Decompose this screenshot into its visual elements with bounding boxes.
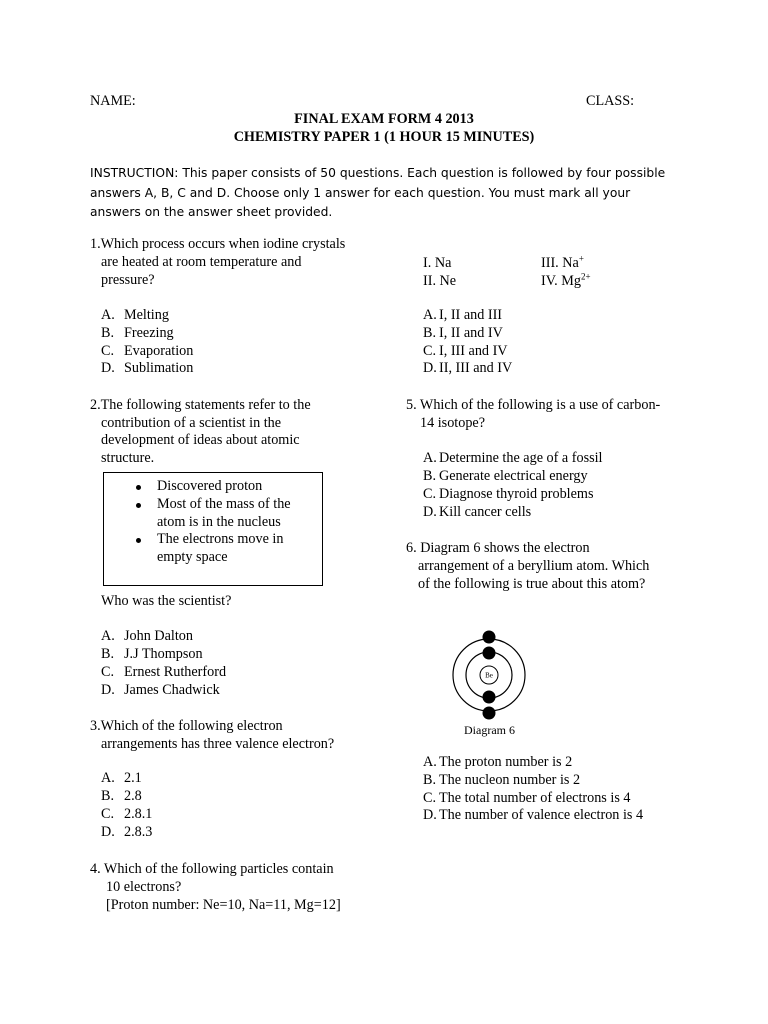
question-text: are heated at room temperature and bbox=[101, 254, 302, 270]
nucleus-label: Be bbox=[485, 671, 493, 680]
particle-iii: III. Na+ bbox=[541, 253, 584, 271]
answer-option: A. The proton number is 2 bbox=[423, 754, 573, 770]
question-text: 14 isotope? bbox=[420, 415, 486, 431]
answer-option: D. Kill cancer cells bbox=[423, 504, 532, 520]
bullet-icon bbox=[136, 538, 141, 543]
beryllium-atom-diagram bbox=[440, 622, 540, 732]
electron-outer-bottom bbox=[483, 707, 496, 720]
class-label: CLASS: bbox=[586, 93, 635, 109]
answer-option: B. 2.8 bbox=[101, 788, 142, 804]
particle-iv: IV. $Mg^{2+}$ bbox=[541, 271, 591, 289]
answer-option: C. The total number of electrons is 4 bbox=[423, 790, 631, 806]
answer-option: D. II, III and IV bbox=[423, 360, 513, 376]
paper-title: CHEMISTRY PAPER 1 (1 HOUR 15 MINUTES) bbox=[233, 129, 535, 145]
answer-option: B. Generate electrical energy bbox=[423, 468, 588, 484]
particle-ii: II. Ne bbox=[423, 273, 457, 289]
statement-item: The electrons move in empty space bbox=[126, 531, 316, 567]
question-text: development of ideas about atomic bbox=[101, 432, 300, 448]
question-text: of the following is true about this atom? bbox=[418, 576, 646, 592]
answer-option: D. James Chadwick bbox=[101, 682, 220, 698]
answer-option: D. The number of valence electron is 4 bbox=[423, 807, 644, 823]
question-text: 5. Which of the following is a use of carbon- bbox=[406, 397, 661, 413]
bullet-icon bbox=[136, 485, 141, 490]
electron-outer-top bbox=[483, 631, 496, 644]
question-prompt: Who was the scientist? bbox=[101, 593, 232, 609]
instruction-line: answers on the answer sheet provided. bbox=[90, 205, 333, 219]
electron-inner-top bbox=[483, 647, 496, 660]
instruction-line: INSTRUCTION: This paper consists of 50 questions. Each question is followed by four possible bbox=[90, 166, 666, 180]
answer-option: C. Diagnose thyroid problems bbox=[423, 486, 594, 502]
bullet-icon bbox=[136, 503, 141, 508]
question-text: 4. Which of the following particles contain bbox=[90, 861, 334, 877]
question-text: 3.Which of the following electron bbox=[90, 718, 283, 734]
answer-option: A. Melting bbox=[101, 307, 169, 323]
answer-option: A. I, II and III bbox=[423, 307, 503, 323]
answer-option: C. I, III and IV bbox=[423, 343, 508, 359]
answer-option: B. Freezing bbox=[101, 325, 174, 341]
exam-title: FINAL EXAM FORM 4 2013 bbox=[294, 111, 474, 127]
question-text: 2.The following statements refer to the bbox=[90, 397, 311, 413]
question-text: contribution of a scientist in the bbox=[101, 415, 282, 431]
question-text: pressure? bbox=[101, 272, 155, 288]
answer-option: A. 2.1 bbox=[101, 770, 142, 786]
question-text: 10 electrons? bbox=[106, 879, 182, 895]
question-text: 1.Which process occurs when iodine crystals bbox=[90, 236, 346, 252]
statements-box bbox=[103, 472, 323, 586]
particle-i: I. Na bbox=[423, 255, 452, 271]
answer-option: B. J.J Thompson bbox=[101, 646, 203, 662]
answer-option: D. 2.8.3 bbox=[101, 824, 153, 840]
question-text: arrangements has three valence electron? bbox=[101, 736, 335, 752]
electron-inner-bottom bbox=[483, 691, 496, 704]
question-text: structure. bbox=[101, 450, 155, 466]
answer-option: B. I, II and IV bbox=[423, 325, 503, 341]
question-text: 6. Diagram 6 shows the electron bbox=[406, 540, 590, 556]
answer-option: C. Evaporation bbox=[101, 343, 194, 359]
question-text: arrangement of a beryllium atom. Which bbox=[418, 558, 650, 574]
question-text: [Proton number: Ne=10, Na=11, Mg=12] bbox=[106, 897, 341, 913]
answer-option: C. 2.8.1 bbox=[101, 806, 153, 822]
diagram-caption: Diagram 6 bbox=[464, 723, 515, 737]
statement-item: Most of the mass of the atom is in the nucleus bbox=[126, 496, 316, 532]
answer-option: A. Determine the age of a fossil bbox=[423, 450, 603, 466]
instruction-line: answers A, B, C and D. Choose only 1 answer for each question. You must mark all your bbox=[90, 186, 631, 200]
statement-item: Discovered proton bbox=[126, 478, 316, 496]
name-label: NAME: bbox=[90, 93, 136, 109]
answer-option: C. Ernest Rutherford bbox=[101, 664, 227, 680]
answer-option: A. John Dalton bbox=[101, 628, 193, 644]
answer-option: D. Sublimation bbox=[101, 360, 194, 376]
answer-option: B. The nucleon number is 2 bbox=[423, 772, 581, 788]
